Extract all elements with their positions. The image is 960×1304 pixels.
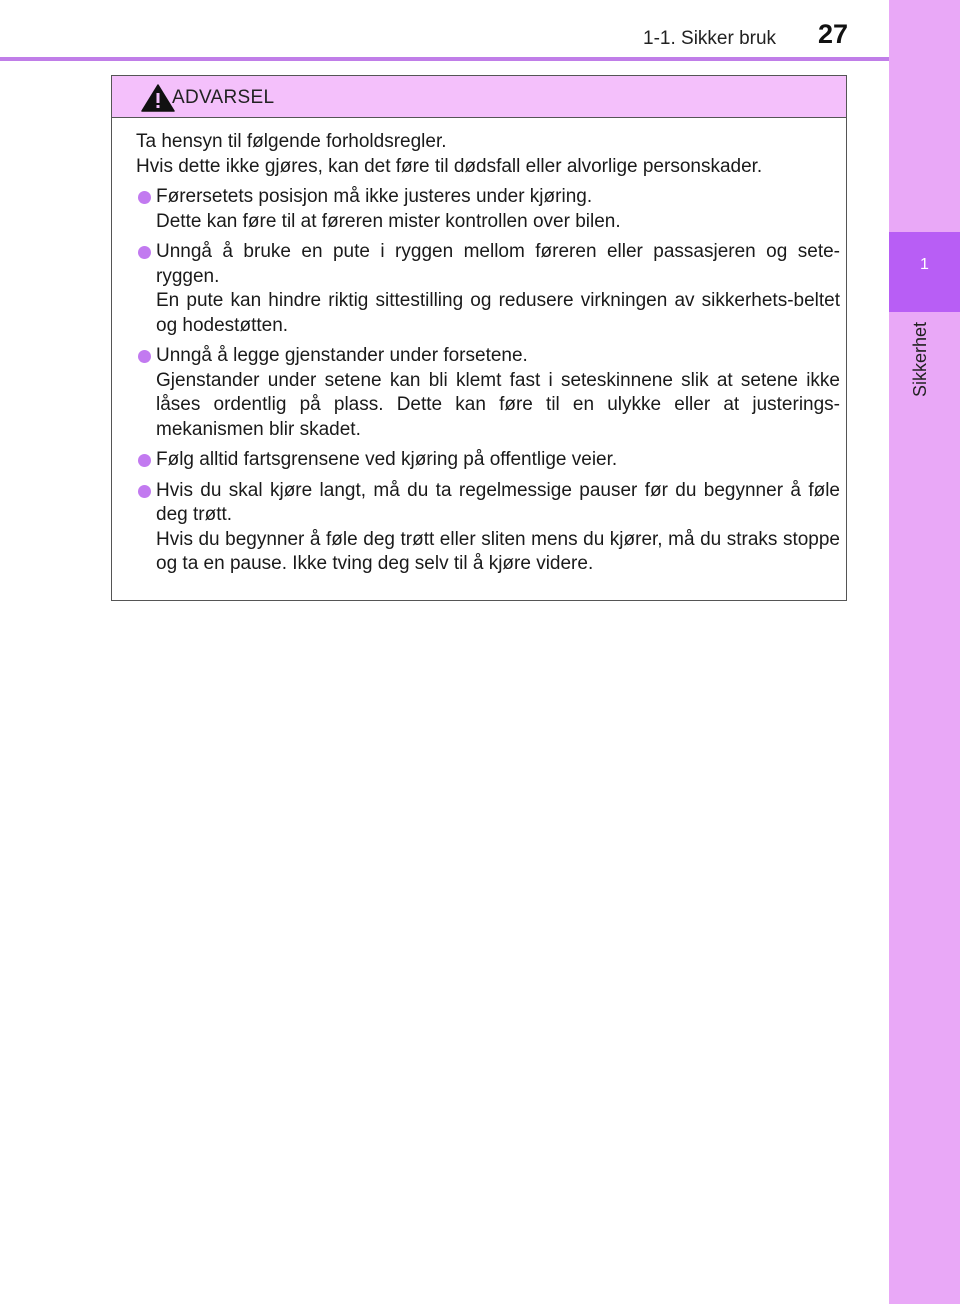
bullet-text: Gjenstander under setene kan bli klemt fast i seteskinnene slik at setene ikke låses ordentlig på plass. Dette kan føre til en ulykke eller at justerings-mekanismen blir skadet. [156, 369, 840, 440]
section-title: 1-1. Sikker bruk [643, 28, 777, 49]
warning-bullet [136, 344, 840, 442]
chapter-label: Sikkerhet [910, 322, 930, 398]
bullet-text: Unngå å legge gjenstander under forsetene. [156, 345, 528, 366]
warning-title: ADVARSEL [172, 87, 275, 108]
bullet-text: En pute kan hindre riktig sittestilling og redusere virkningen av sikkerhets-beltet og hodestøtten. [156, 290, 840, 336]
bullet-dot-icon [138, 485, 151, 498]
intro-line: Ta hensyn til følgende forholdsregler. [136, 131, 447, 152]
warning-triangle-icon [141, 84, 175, 112]
warning-body [136, 130, 840, 577]
bullet-text: Følg alltid fartsgrensene ved kjøring på offentlige veier. [156, 449, 618, 470]
warning-bullet [136, 185, 840, 234]
intro-line: Hvis dette ikke gjøres, kan det føre til dødsfall eller alvorlige personskader. [136, 155, 763, 177]
warning-bullet [136, 448, 840, 473]
bullet-dot-icon [138, 350, 151, 363]
bullet-text: Førersetets posisjon må ikke justeres under kjøring. [156, 186, 593, 207]
warning-bullet [136, 240, 840, 338]
warning-bullet [136, 479, 840, 577]
bullet-dot-icon [138, 246, 151, 259]
bullet-text: Unngå å bruke en pute i ryggen mellom føreren eller passasjeren og sete-ryggen. [156, 241, 840, 287]
warning-header [112, 76, 846, 118]
bullet-dot-icon [138, 191, 151, 204]
warning-box [111, 75, 847, 601]
chapter-side-tab [889, 0, 960, 1304]
bullet-text: Dette kan føre til at føreren mister kontrollen over bilen. [156, 210, 621, 232]
warning-intro [136, 130, 840, 179]
bullet-dot-icon [138, 454, 151, 467]
header-divider [0, 57, 889, 61]
bullet-text: Hvis du begynner å føle deg trøtt eller sliten mens du kjører, må du straks stoppe og ta en pause. Ikke tving deg selv til å kjøre videre. [156, 528, 840, 574]
bullet-text: Hvis du skal kjøre langt, må du ta regelmessige pauser før du begynner å føle deg trøtt. [156, 479, 840, 525]
chapter-number: 1 [920, 256, 929, 273]
page-number: 27 [818, 19, 849, 49]
